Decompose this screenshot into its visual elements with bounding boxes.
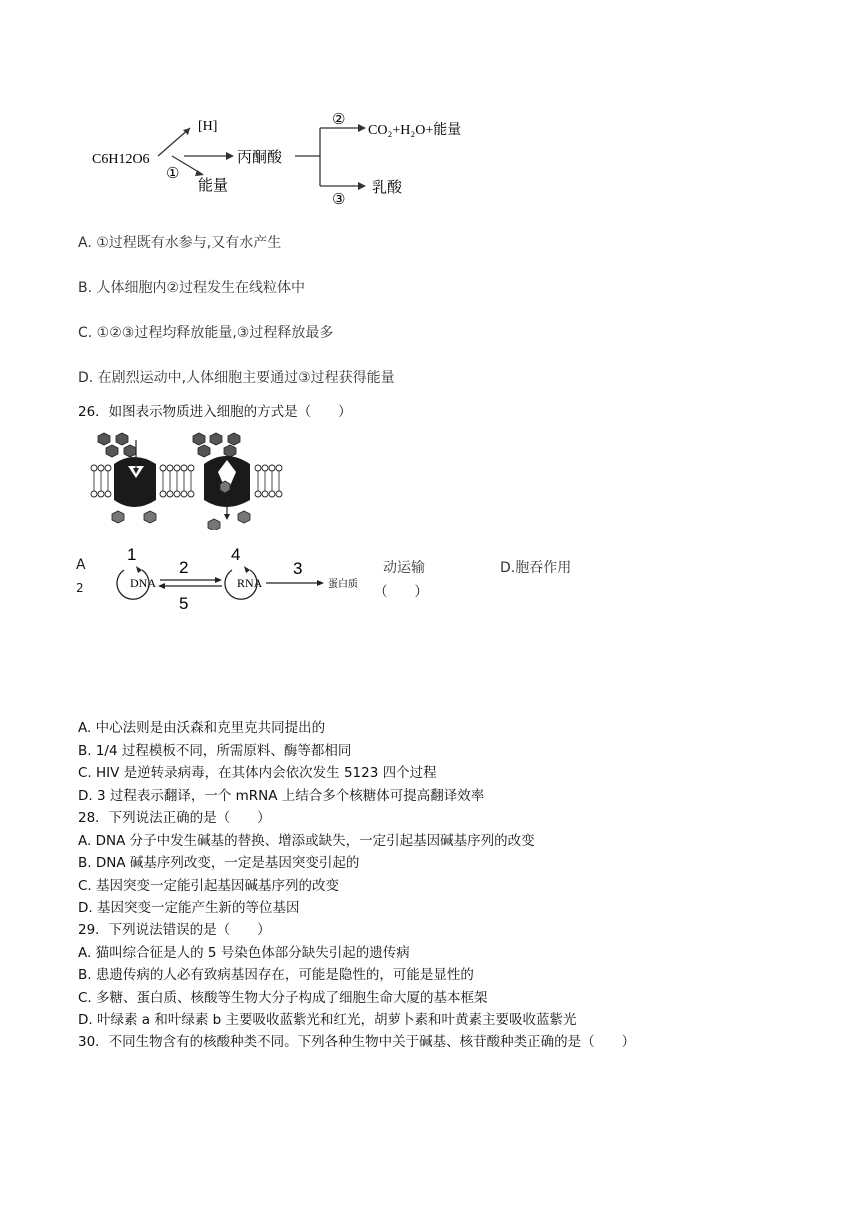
q25-option-b: B. 人体细胞内②过程发生在线粒体中 xyxy=(78,280,306,296)
q27-option-b: B. 1/4 过程模板不同，所需原料、酶等都相同 xyxy=(78,743,352,759)
q29-option-b: B. 患遗传病的人必有致病基因存在，可能是隐性的，可能是显性的 xyxy=(78,967,474,983)
q28-option-a: A. DNA 分子中发生碱基的替换、增添或缺失，一定引起基因碱基序列的改变 xyxy=(78,833,535,849)
q25-option-a: A. ①过程既有水参与,又有水产生 xyxy=(78,235,282,251)
q27-option-d: D. 3 过程表示翻译，一个 mRNA 上结合多个核糖体可提高翻译效率 xyxy=(78,788,485,804)
q26-stem: 26．如图表示物质进入细胞的方式是（ ） xyxy=(78,404,352,420)
protein-label: 蛋白质 xyxy=(328,579,358,590)
step2-label: ② xyxy=(332,112,346,128)
q28-stem: 28．下列说法正确的是（ ） xyxy=(78,810,271,826)
energy-label: 能量 xyxy=(198,178,229,194)
q27-blank: （ ） xyxy=(374,584,428,600)
pyruvate-label: 丙酮酸 xyxy=(237,150,283,166)
process-5-label: 5 xyxy=(179,594,189,613)
respiration-diagram xyxy=(80,108,500,212)
q30-stem: 30．不同生物含有的核酸种类不同。下列各种生物中关于碱基、核苷酸种类正确的是（ ） xyxy=(78,1034,636,1050)
q28-option-d: D. 基因突变一定能产生新的等位基因 xyxy=(78,900,300,916)
q25-option-c: C. ①②③过程均释放能量,③过程释放最多 xyxy=(78,325,334,341)
q29-option-d: D. 叶绿素 a 和叶绿素 b 主要吸收蓝紫光和红光，胡萝卜素和叶黄素主要吸收蓝紫光 xyxy=(78,1012,577,1028)
q26-partial-option: 动运输 xyxy=(383,560,425,576)
q28-option-c: C. 基因突变一定能引起基因碱基序列的改变 xyxy=(78,878,340,894)
step3-label: ③ xyxy=(332,192,346,208)
process-2-label: 2 xyxy=(179,558,189,577)
h-label: [H] xyxy=(198,119,218,134)
q28-option-b: B. DNA 碱基序列改变，一定是基因突变引起的 xyxy=(78,855,360,871)
glucose-label: C6H12O6 xyxy=(92,152,150,167)
q26-option-a-fragment: A xyxy=(76,557,86,573)
step1-label: ① xyxy=(166,166,180,182)
lactic-label: 乳酸 xyxy=(372,180,403,196)
process-1-label: 1 xyxy=(127,545,137,564)
q27-option-a: A. 中心法则是由沃森和克里克共同提出的 xyxy=(78,720,326,736)
q26-option-d: D.胞吞作用 xyxy=(500,560,572,576)
aerobic-products-label: CO₂+H₂O+能量 xyxy=(368,123,462,138)
dna-label: DNA xyxy=(130,576,156,590)
q27-option-c: C. HIV 是逆转录病毒，在其体内会依次发生 5123 四个过程 xyxy=(78,765,437,781)
rna-label: RNA xyxy=(237,576,263,590)
q27-number-fragment: 2 xyxy=(76,581,84,595)
q29-option-a: A. 猫叫综合征是人的 5 号染色体部分缺失引起的遗传病 xyxy=(78,945,410,961)
q29-stem: 29．下列说法错误的是（ ） xyxy=(78,922,271,938)
membrane-transport-figure xyxy=(88,428,288,530)
central-dogma-diagram xyxy=(100,540,380,614)
process-4-label: 4 xyxy=(231,545,241,564)
q29-option-c: C. 多糖、蛋白质、核酸等生物大分子构成了细胞生命大厦的基本框架 xyxy=(78,990,488,1006)
q25-option-d: D. 在剧烈运动中,人体细胞主要通过③过程获得能量 xyxy=(78,370,395,386)
process-3-label: 3 xyxy=(293,559,303,578)
